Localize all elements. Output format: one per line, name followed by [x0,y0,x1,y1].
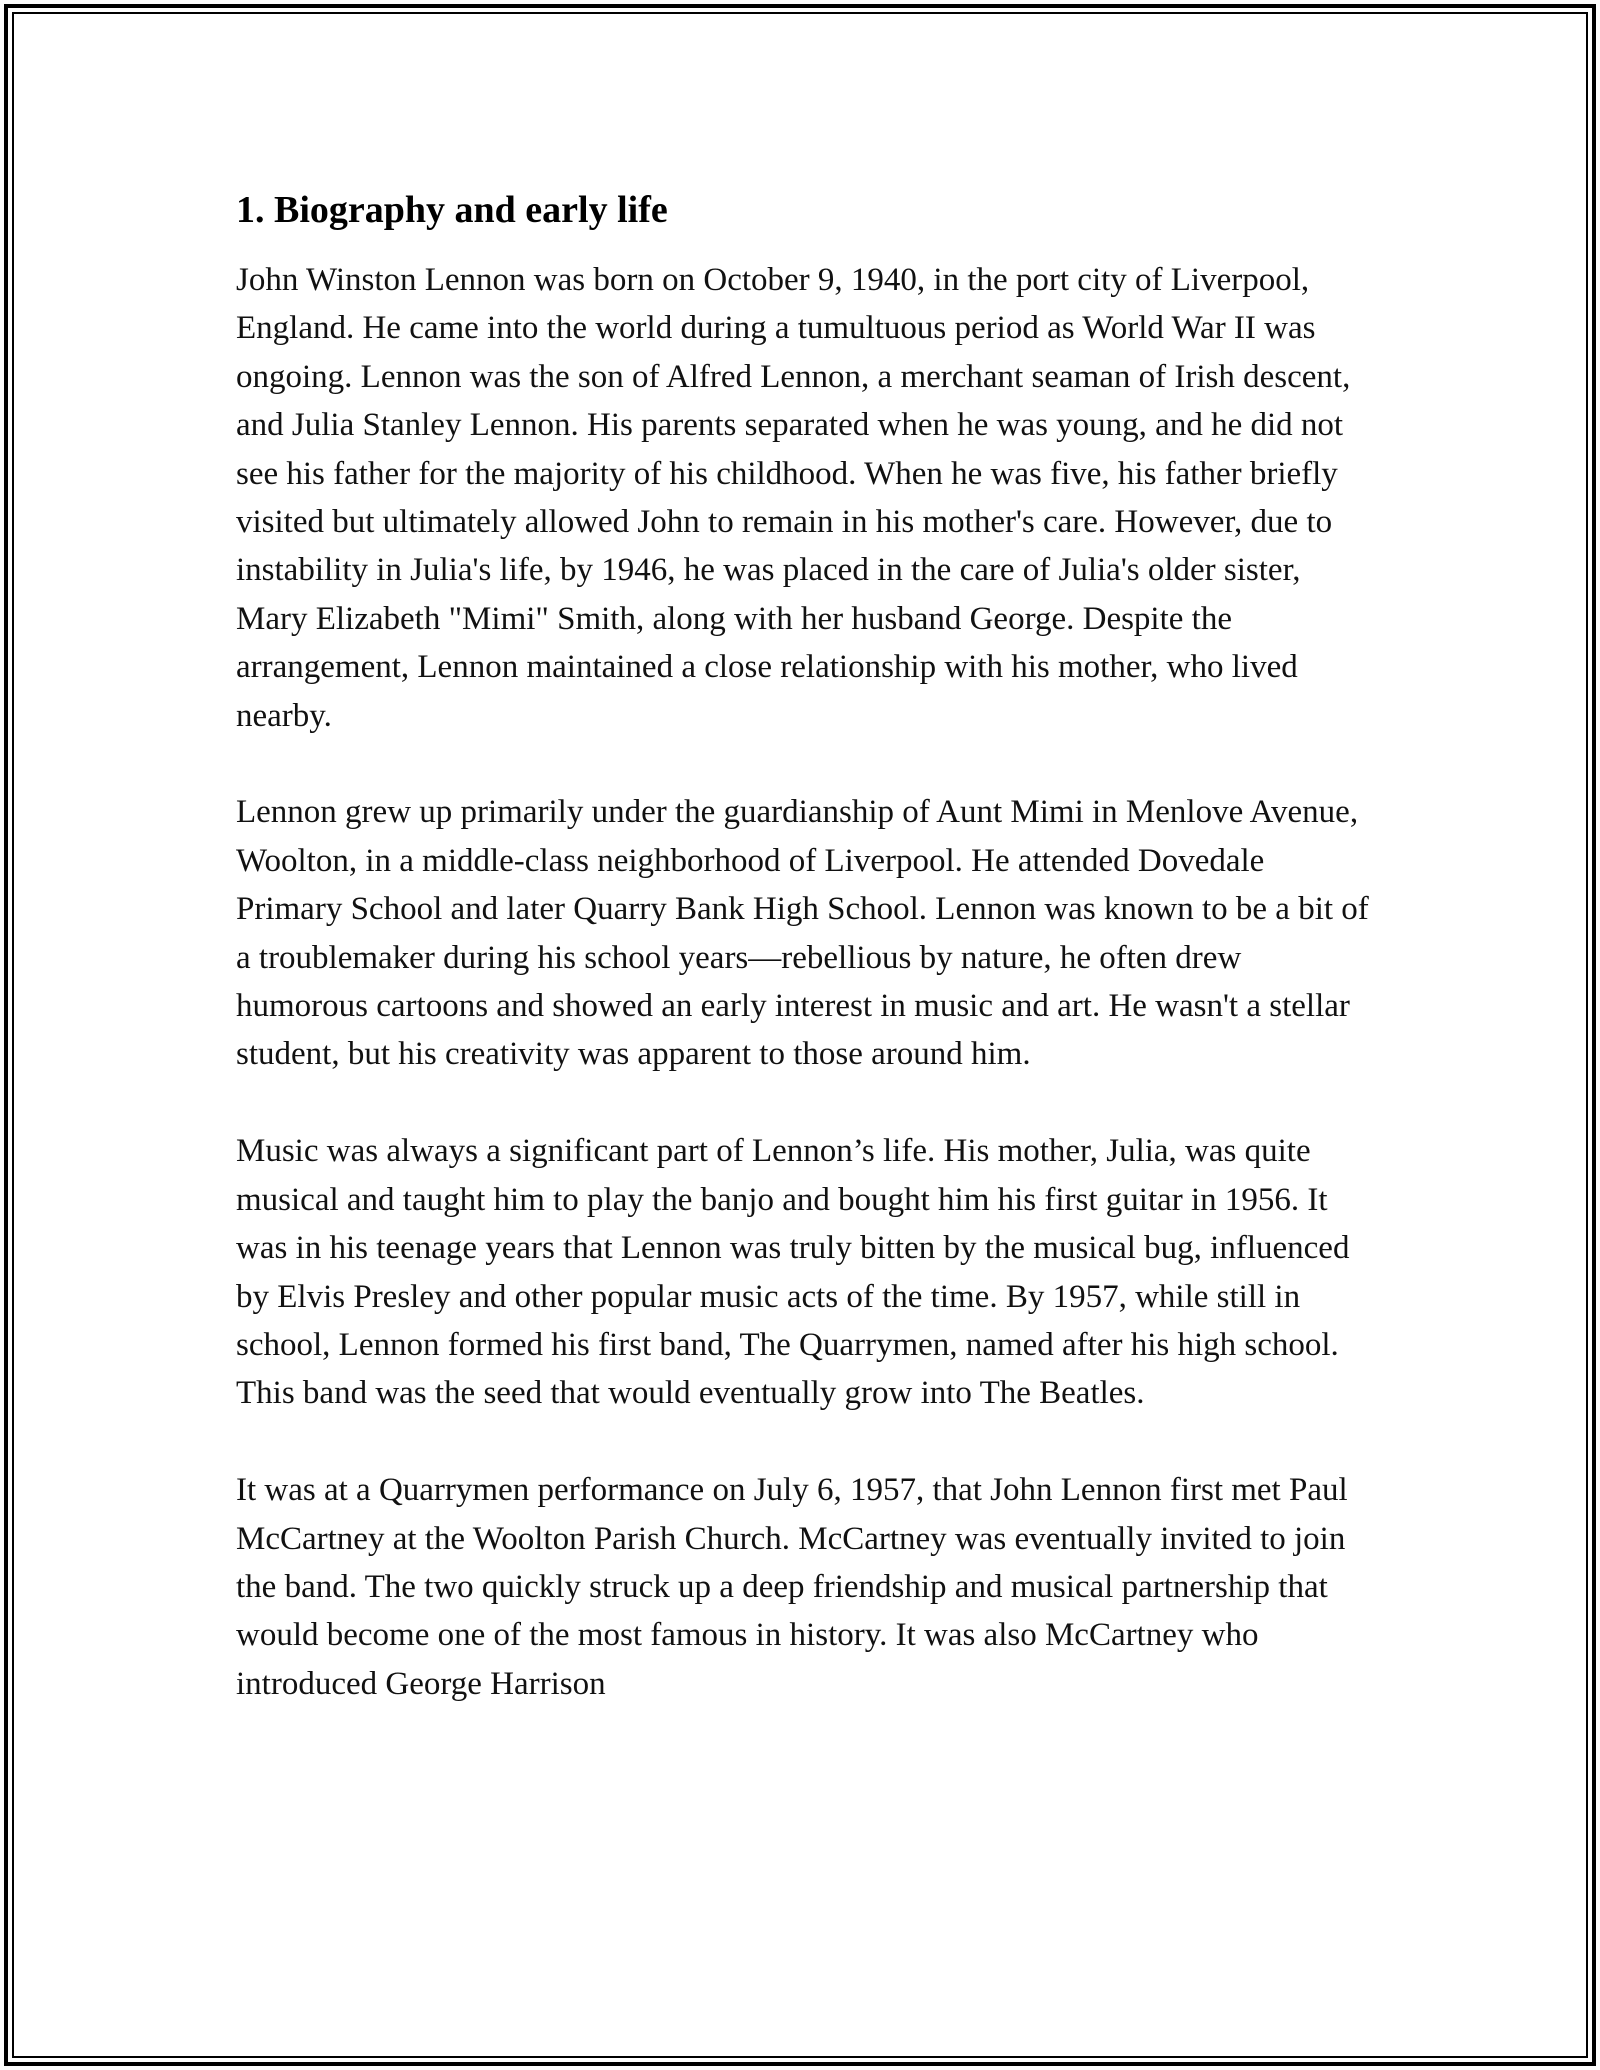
paragraph-music: Music was always a significant part of Lennon’s life. His mother, Julia, was quite musical and taught him to play the banjo and bought him his first guitar in 1956. It was in his teenage years that Lennon was truly bitten by the musical bug, influenced by Elvis Presley and other popular music acts of the time. By 1957, while still in school, Lennon formed his first band, The Quarrymen, named after his high school. This band was the seed that would eventually grow into The Beatles. [236,1133,1350,1412]
section-heading: 1. Biography and early life [236,189,668,231]
paragraph-childhood: Lennon grew up primarily under the guardianship of Aunt Mimi in Menlove Avenue, Woolton, in a middle-class neighborhood of Liverpool. He attended Dovedale Primary School and later Quarry Bank High School. Lennon was known to be a bit of a troublemaker during his school years—rebellious by nature, he often drew humorous cartoons and showed an early interest in music and art. He wasn't a stellar student, but his creativity was apparent to those around him. [236,794,1369,1073]
paragraph-mccartney: It was at a Quarrymen performance on July 6, 1957, that John Lennon first met Paul McCartney at the Woolton Parish Church. McCartney was eventually invited to join the band. The two quickly struck up a deep friendship and musical partnership that would become one of the most famous in history. It was also McCartney who introduced George Harrison [236,1472,1348,1702]
paragraph-birth: John Winston Lennon was born on October 9, 1940, in the port city of Liverpool, England. He came into the world during a tumultuous period as World War II was ongoing. Lennon was the son of Alfred Lennon, a merchant seaman of Irish descent, and Julia Stanley Lennon. His parents separated when he was young, and he did not see his father for the majority of his childhood. When he was five, his father briefly visited but ultimately allowed John to remain in his mother's care. However, due to instability in Julia's life, by 1946, he was placed in the care of Julia's older sister, Mary Elizabeth "Mimi" Smith, along with her husband George. Despite the arrangement, Lennon maintained a close relationship with his mother, who lived nearby. [236,262,1351,734]
document-body [236,186,1376,1757]
